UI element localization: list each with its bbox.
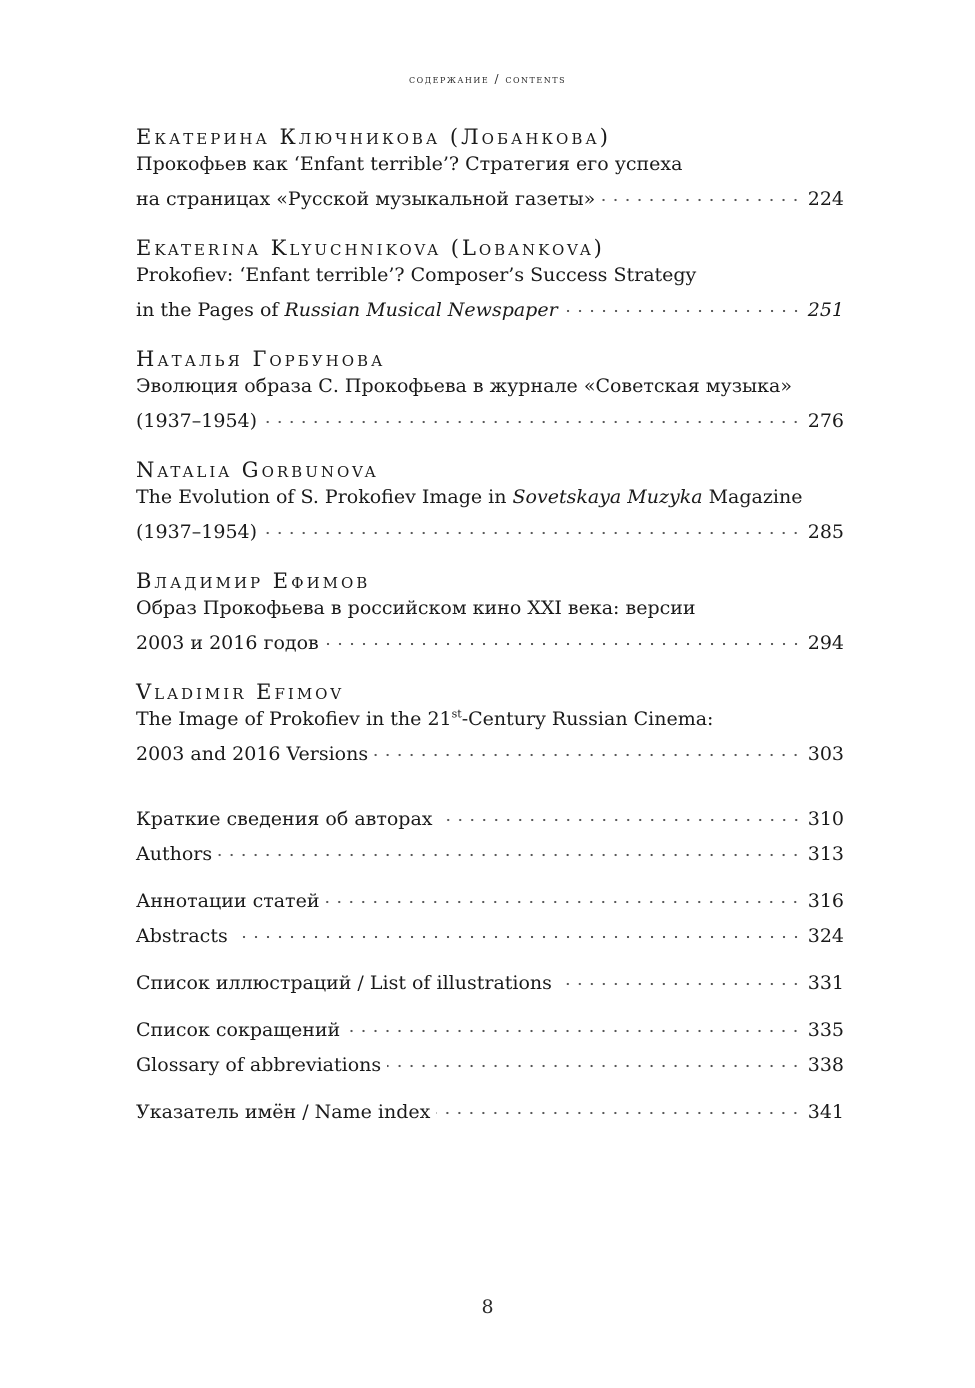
back-matter-group [136,880,844,950]
entry-title-line: (1937–1954) [136,521,258,543]
back-matter-item[interactable] [136,833,844,868]
dot-leader [558,962,802,989]
back-matter-group [136,1009,844,1079]
toc-entry [136,124,844,213]
entry-author: Ekaterina Klyuchnikova (Lobankova) [136,236,605,260]
dot-leader [325,622,802,649]
entry-title-line: Эволюция образа С. Прокофьева в журнале «Советская музыка» [136,375,793,397]
page-number: 341 [807,1101,844,1123]
entry-author: Natalia Gorbunova [136,458,379,482]
back-matter-label: Authors [136,843,213,865]
page-number: 324 [807,925,844,947]
back-matter-label: Аннотации статей [136,890,320,912]
entry-leader-line[interactable] [136,400,844,435]
entry-title-line: Прокофьев как ‘Enfant terrible’? Стратегия его успеха [136,153,683,175]
toc-entry [136,457,844,546]
entry-leader-line[interactable] [136,733,844,768]
page-number: 313 [807,843,844,865]
dot-leader [263,400,802,427]
back-matter-label: Список сокращений [136,1019,341,1041]
journal-title: Sovetskaya Muzyka [512,486,703,508]
back-matter-item[interactable] [136,1009,844,1044]
dot-leader [263,511,802,538]
dot-leader [325,880,801,907]
dot-leader [346,1009,802,1036]
title-text: -Century Russian Cinema: [461,708,714,730]
back-matter-item[interactable] [136,1044,844,1079]
back-matter-item[interactable] [136,798,844,833]
entry-title-line: 2003 и 2016 годов [136,632,319,654]
title-text: Magazine [702,486,803,508]
page-number: 224 [807,188,844,210]
page-number: 294 [807,632,844,654]
back-matter-item[interactable] [136,962,844,997]
title-text: The Image of Prokofiev in the 21 [136,708,452,730]
entry-leader-line[interactable] [136,622,844,657]
entry-title-line: на страницах «Русской музыкальной газеты» [136,188,596,210]
entry-title-line: Образ Прокофьева в российском кино XXI века: версии [136,597,696,619]
entry-leader-line[interactable] [136,289,844,324]
back-matter-group [136,798,844,868]
dot-leader [436,1091,801,1118]
back-matter-item[interactable] [136,1091,844,1126]
entry-title-line [136,484,844,511]
table-of-contents [136,124,844,1138]
back-matter-label: Abstracts [136,925,228,947]
page-folio: 8 [481,1296,494,1318]
dot-leader [234,915,802,942]
page-number: 316 [807,890,844,912]
entry-title-line [136,706,844,733]
back-matter-group [136,962,844,997]
entry-leader-line[interactable] [136,178,844,213]
page-number: 335 [807,1019,844,1041]
back-matter-label: Указатель имён / Name index [136,1101,431,1123]
journal-title: Russian Musical Newspaper [284,299,558,321]
page-number: 276 [807,410,844,432]
back-matter-label: Список иллюстраций / List of illustrations [136,972,552,994]
page-number: 303 [807,743,844,765]
entry-author: Екатерина Ключникова (Лобанкова) [136,125,611,149]
dot-leader [387,1044,802,1071]
back-matter-item[interactable] [136,880,844,915]
title-text: in the Pages of [136,299,285,321]
back-matter-label: Краткие сведения об авторах [136,808,433,830]
toc-entry [136,346,844,435]
toc-entry [136,679,844,768]
entry-title-line: Prokofiev: ‘Enfant terrible’? Composer’s Success Strategy [136,264,697,286]
toc-entry [136,568,844,657]
page-number: 338 [807,1054,844,1076]
entry-author: Наталья Горбунова [136,347,386,371]
page-number: 285 [807,521,844,543]
dot-leader [218,833,802,860]
entry-author: Владимир Ефимов [136,569,371,593]
entry-title-line: (1937–1954) [136,410,258,432]
page-number: 310 [807,808,844,830]
dot-leader [564,289,802,316]
ordinal-suffix: st [451,707,462,721]
page-number: 251 [807,299,844,321]
title-text: The Evolution of S. Prokofiev Image in [136,486,513,508]
back-matter-group [136,1091,844,1126]
page-number: 331 [807,972,844,994]
entry-leader-line[interactable] [136,511,844,546]
toc-entry [136,235,844,324]
back-matter-label: Glossary of abbreviations [136,1054,382,1076]
entry-title-line: 2003 and 2016 Versions [136,743,369,765]
entry-title-line [136,297,558,324]
dot-leader [374,733,802,760]
dot-leader [439,798,802,825]
running-head: содержание / contents [408,72,567,86]
back-matter-item[interactable] [136,915,844,950]
dot-leader [601,178,802,205]
entry-author: Vladimir Efimov [136,680,345,704]
